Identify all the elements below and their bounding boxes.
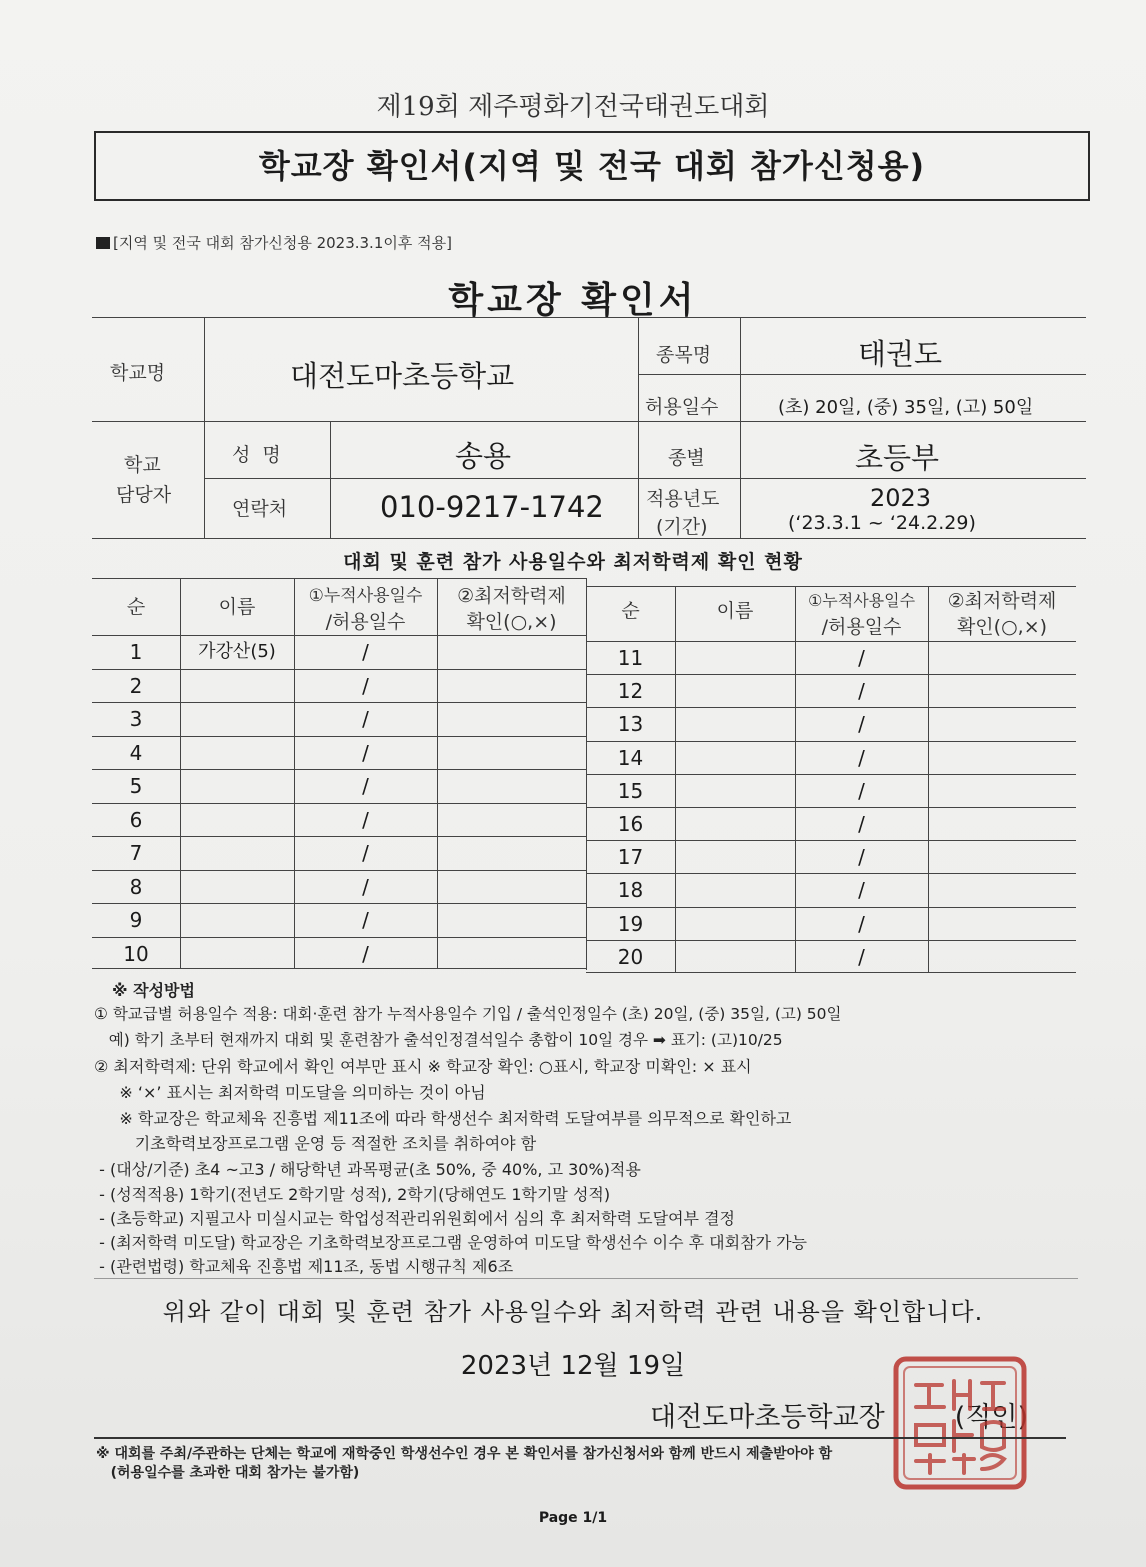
row-number: 8: [129, 874, 143, 899]
col-name-left: 이름: [218, 596, 256, 618]
division-value: 초등부: [855, 441, 940, 475]
row-number: 14: [617, 745, 644, 770]
used-days: /: [362, 874, 369, 899]
sport-value: 태권도: [858, 337, 943, 371]
col-no-left: 순: [126, 596, 146, 618]
athlete-name: 가강산(5): [198, 641, 276, 662]
col-name-right: 이름: [716, 600, 754, 622]
applicability-note: [96, 232, 452, 253]
footer-note-2: (허용일수를 초과한 대회 참가는 불가함): [96, 1465, 360, 1481]
guide-line: ※ ‘×’ 표시는 최저학력 미도달을 의미하는 것이 아님: [94, 1083, 486, 1102]
row-number: 15: [617, 778, 644, 803]
row-number: 18: [617, 878, 644, 903]
footer-note-1: ※ 대회를 주최/주관하는 단체는 학교에 재학중인 학생선수인 경우 본 확인서를 참가신청서와 함께 반드시 제출받아야 함: [96, 1446, 833, 1462]
row-number: 5: [129, 774, 143, 798]
title-box-text: 학교장 확인서(지역 및 전국 대회 참가신청용): [258, 147, 926, 185]
guide-line: ※ 학교장은 학교체육 진흥법 제11조에 따라 학생선수 최저학력 도달여부를 의무적으로 확인하고: [94, 1109, 792, 1128]
col-min-left-2: 확인(○,×): [466, 611, 557, 633]
guide-heading: ※ 작성방법: [112, 981, 195, 1000]
seal-mark: (직인): [954, 1402, 1028, 1433]
used-days: /: [858, 845, 865, 870]
col-no-right: 순: [621, 600, 640, 622]
used-days: /: [858, 812, 865, 836]
used-days: /: [362, 807, 369, 832]
row-number: 12: [617, 679, 644, 704]
used-days: /: [858, 745, 865, 770]
col-min-left-1: ②최저학력제: [457, 585, 566, 607]
used-days: /: [858, 878, 865, 903]
guide-line: - (성적적용) 1학기(전년도 2학기말 성적), 2학기(당해연도 1학기말 성적): [94, 1185, 611, 1204]
col-days-right-2: /허용일수: [821, 616, 902, 638]
guide-line: - (관련법령) 학교체육 진흥법 제11조, 동법 시행규칙 제6조: [94, 1257, 514, 1276]
year-label-1: 적용년도: [646, 488, 720, 510]
row-number: 17: [617, 845, 644, 870]
division-label: 종별: [668, 447, 705, 469]
status-section-title: 대회 및 훈련 참가 사용일수와 최저학력제 확인 현황: [343, 551, 803, 573]
page-title: 학교장 확인서: [448, 280, 698, 321]
row-number: 20: [617, 944, 644, 969]
contact-label: 연락처: [232, 498, 288, 520]
row-number: 19: [617, 911, 644, 936]
year-label-2: (기간): [656, 516, 708, 538]
year-value: 2023: [870, 484, 932, 512]
row-number: 9: [129, 908, 143, 932]
guide-line: 예) 학기 초부터 현재까지 대회 및 훈련참가 출석인정결석일수 총합이 10일 경우 ➡ 표기: (고)10/25: [94, 1031, 783, 1049]
guide-line: 기초학력보장프로그램 운영 등 적절한 조치를 취하여야 함: [94, 1134, 537, 1153]
guide-line: - (초등학교) 지필고사 미실시교는 학업성적관리위원회에서 심의 후 최저학력 도달여부 결정: [94, 1209, 735, 1228]
principal-title: 대전도마초등학교장: [650, 1402, 885, 1433]
allowed-days-label: 허용일수: [645, 396, 719, 418]
used-days: /: [362, 941, 369, 966]
used-days: /: [362, 640, 369, 664]
guide-line: - (대상/기준) 초4 ~고3 / 해당학년 과목평균(초 50%, 중 40%, 고 30%)적용: [94, 1160, 641, 1179]
row-number: 7: [129, 841, 143, 865]
row-number: 10: [123, 941, 149, 966]
used-days: /: [858, 646, 865, 670]
row-number: 3: [129, 707, 143, 731]
used-days: /: [362, 707, 369, 731]
used-days: /: [362, 740, 369, 765]
row-number: 11: [617, 646, 644, 670]
manager-name-label: 성 명: [232, 444, 281, 466]
used-days: /: [858, 944, 865, 969]
used-days: /: [362, 774, 369, 798]
row-number: 4: [129, 740, 143, 765]
col-min-right-2: 확인(○,×): [956, 616, 1048, 638]
applicability-note-text: [지역 및 전국 대회 참가신청용 2023.3.1이후 적용]: [113, 234, 452, 252]
col-days-left-1: ①누적사용일수: [308, 586, 423, 606]
official-seal-icon: [892, 1355, 1028, 1491]
manager-name-value: 송용: [455, 439, 512, 473]
row-number: 16: [617, 812, 644, 836]
sport-label: 종목명: [656, 344, 712, 366]
guide-line: ① 학교급별 허용일수 적용: 대회·훈련 참가 누적사용일수 기입 / 출석인정일수 (초) 20일, (중) 35일, (고) 50일: [94, 1005, 842, 1023]
col-min-right-1: ②최저학력제: [947, 590, 1057, 612]
confirmation-statement: 위와 같이 대회 및 훈련 참가 사용일수와 최저학력 관련 내용을 확인합니다.: [162, 1298, 984, 1326]
used-days: /: [362, 841, 369, 865]
col-days-left-2: /허용일수: [325, 611, 406, 633]
manager-label-2: 담당자: [116, 484, 172, 506]
row-number: 1: [129, 640, 143, 664]
used-days: /: [858, 911, 865, 936]
contact-value: 010-9217-1742: [380, 490, 604, 524]
manager-label-1: 학교: [124, 454, 161, 476]
title-box: [94, 131, 1090, 201]
used-days: /: [362, 908, 369, 932]
guide-line: ② 최저학력제: 단위 학교에서 확인 여부만 표시 ※ 학교장 확인: ○표시, 학교장 미확인: × 표시: [94, 1057, 752, 1076]
row-number: 13: [617, 712, 644, 737]
issue-date: 2023년 12월 19일: [460, 1351, 686, 1381]
year-period: (‘23.3.1 ~ ‘24.2.29): [788, 512, 976, 534]
event-name: 제19회 제주평화기전국태권도대회: [376, 92, 770, 122]
used-days: /: [362, 673, 369, 698]
used-days: /: [858, 712, 865, 737]
used-days: /: [858, 679, 865, 704]
col-days-right-1: ①누적사용일수: [807, 591, 916, 610]
row-number: 2: [129, 673, 143, 698]
allowed-days-value: (초) 20일, (중) 35일, (고) 50일: [778, 397, 1034, 418]
square-bullet-icon: [96, 237, 110, 249]
used-days: /: [858, 778, 865, 803]
school-name-value: 대전도마초등학교: [290, 359, 515, 393]
row-number: 6: [129, 807, 143, 832]
school-name-label: 학교명: [110, 362, 166, 384]
guide-line: - (최저학력 미도달) 학교장은 기초학력보장프로그램 운영하여 미도달 학생선수 이수 후 대회참가 가능: [94, 1233, 807, 1252]
page-number: Page 1/1: [538, 1510, 608, 1526]
